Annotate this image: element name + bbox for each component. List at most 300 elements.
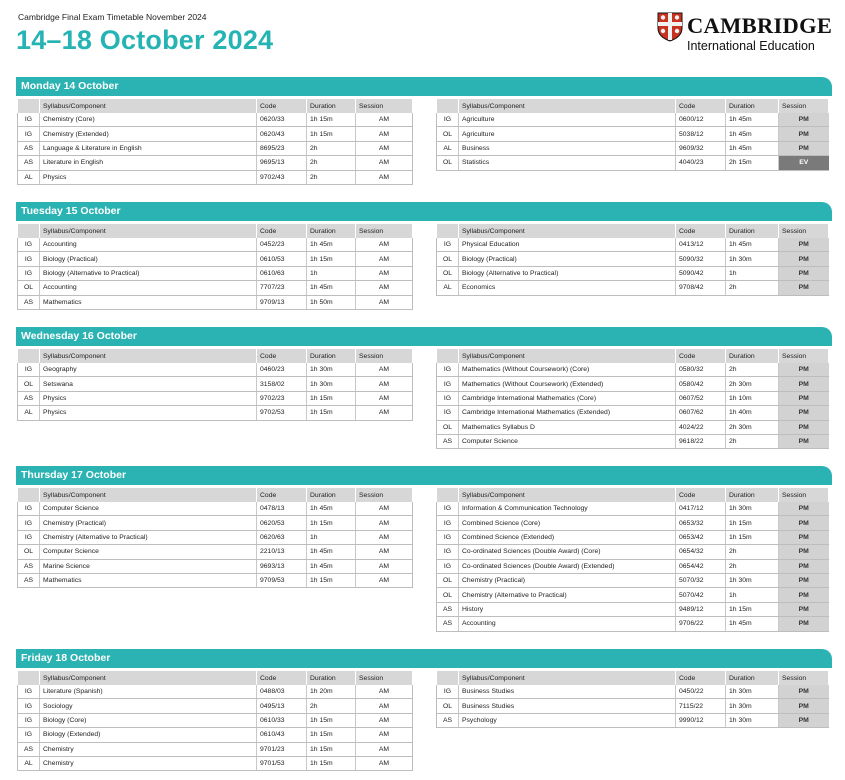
code-cell: 3158/02	[257, 377, 307, 391]
syllabus-cell: Business Studies	[459, 685, 676, 699]
day-section	[16, 649, 832, 768]
table-row	[437, 252, 829, 266]
level-cell: AL	[18, 406, 40, 420]
duration-cell: 1h 15m	[307, 713, 356, 727]
session-cell: PM	[779, 713, 829, 727]
code-cell: 0495/13	[257, 699, 307, 713]
code-cell: 4040/23	[676, 156, 726, 170]
syllabus-cell: Statistics	[459, 156, 676, 170]
level-cell: IG	[437, 363, 459, 377]
session-cell: PM	[779, 252, 829, 266]
table-row	[18, 170, 413, 184]
level-cell: OL	[437, 127, 459, 141]
table-row	[437, 266, 829, 280]
session-header: Session	[356, 99, 413, 113]
session-cell: PM	[779, 573, 829, 587]
code-cell: 0620/33	[257, 113, 307, 127]
syllabus-header: Syllabus/Component	[40, 224, 257, 238]
session-cell: AM	[356, 252, 413, 266]
syllabus-cell: Chemistry (Core)	[40, 113, 257, 127]
table-row	[437, 156, 829, 170]
level-header	[18, 671, 40, 685]
table-row	[437, 699, 829, 713]
syllabus-cell: Business Studies	[459, 699, 676, 713]
syllabus-cell: Physics	[40, 406, 257, 420]
session-cell: AM	[356, 295, 413, 309]
table-row	[437, 127, 829, 141]
level-header	[437, 671, 459, 685]
code-cell: 0580/32	[676, 363, 726, 377]
table-row	[18, 281, 413, 295]
level-header	[18, 99, 40, 113]
duration-cell: 1h 15m	[307, 728, 356, 742]
level-cell: AS	[18, 391, 40, 405]
session-cell: PM	[779, 141, 829, 155]
session-header: Session	[356, 488, 413, 502]
duration-cell: 2h 30m	[726, 420, 779, 434]
duration-cell: 1h 45m	[726, 238, 779, 252]
syllabus-header: Syllabus/Component	[459, 349, 676, 363]
session-cell: AM	[356, 530, 413, 544]
level-cell: IG	[18, 266, 40, 280]
session-cell: AM	[356, 545, 413, 559]
level-cell: AS	[437, 602, 459, 616]
session-cell: PM	[779, 545, 829, 559]
code-cell: 0610/53	[257, 252, 307, 266]
code-cell: 0452/23	[257, 238, 307, 252]
level-cell: AS	[18, 559, 40, 573]
session-cell: AM	[356, 363, 413, 377]
level-cell: IG	[18, 685, 40, 699]
code-cell: 9708/42	[676, 281, 726, 295]
duration-cell: 1h 45m	[726, 127, 779, 141]
code-cell: 0607/62	[676, 406, 726, 420]
session-cell: PM	[779, 406, 829, 420]
level-cell: AL	[437, 141, 459, 155]
level-cell: IG	[18, 530, 40, 544]
syllabus-cell: Setswana	[40, 377, 257, 391]
session-cell: AM	[356, 127, 413, 141]
table-row	[437, 573, 829, 587]
level-cell: AS	[18, 141, 40, 155]
session-cell: PM	[779, 685, 829, 699]
syllabus-cell: Business	[459, 141, 676, 155]
session-cell: AM	[356, 141, 413, 155]
code-cell: 0580/42	[676, 377, 726, 391]
duration-cell: 1h 45m	[307, 281, 356, 295]
syllabus-cell: Sociology	[40, 699, 257, 713]
syllabus-cell: Cambridge International Mathematics (Extended)	[459, 406, 676, 420]
syllabus-header: Syllabus/Component	[459, 224, 676, 238]
table-row	[18, 728, 413, 742]
code-cell: 0450/22	[676, 685, 726, 699]
duration-cell: 1h 30m	[307, 377, 356, 391]
level-cell: AS	[437, 617, 459, 631]
session-cell: PM	[779, 434, 829, 448]
level-cell: OL	[18, 377, 40, 391]
table-row	[437, 113, 829, 127]
code-cell: 9709/13	[257, 295, 307, 309]
duration-cell: 1h 20m	[307, 685, 356, 699]
level-cell: IG	[437, 377, 459, 391]
duration-cell: 1h 15m	[307, 756, 356, 770]
level-cell: OL	[437, 573, 459, 587]
level-header	[18, 224, 40, 238]
code-cell: 4024/22	[676, 420, 726, 434]
day-section	[16, 327, 832, 446]
code-cell: 5070/32	[676, 573, 726, 587]
left-table	[17, 349, 413, 421]
left-table	[17, 224, 413, 310]
left-table	[17, 671, 413, 771]
level-cell: IG	[18, 252, 40, 266]
level-cell: IG	[437, 685, 459, 699]
duration-cell: 1h 15m	[307, 127, 356, 141]
table-row	[18, 530, 413, 544]
session-cell: AM	[356, 156, 413, 170]
duration-cell: 2h	[726, 559, 779, 573]
syllabus-header: Syllabus/Component	[40, 99, 257, 113]
duration-cell: 1h 30m	[307, 363, 356, 377]
duration-cell: 1h 15m	[307, 573, 356, 587]
session-header: Session	[779, 349, 829, 363]
session-cell: AM	[356, 728, 413, 742]
duration-cell: 1h 15m	[307, 113, 356, 127]
table-row	[437, 281, 829, 295]
session-cell: PM	[779, 266, 829, 280]
syllabus-cell: Physical Education	[459, 238, 676, 252]
session-cell: AM	[356, 756, 413, 770]
duration-header: Duration	[307, 488, 356, 502]
session-cell: PM	[779, 281, 829, 295]
level-cell: OL	[437, 252, 459, 266]
level-cell: OL	[437, 266, 459, 280]
table-row	[437, 238, 829, 252]
duration-header: Duration	[726, 671, 779, 685]
level-header	[437, 99, 459, 113]
duration-header: Duration	[726, 224, 779, 238]
table-row	[18, 113, 413, 127]
syllabus-cell: Agriculture	[459, 127, 676, 141]
code-cell: 0654/32	[676, 545, 726, 559]
duration-cell: 1h 45m	[307, 559, 356, 573]
left-table	[17, 99, 413, 185]
table-header	[437, 671, 829, 685]
session-header: Session	[356, 224, 413, 238]
day-heading: Monday 14 October	[16, 77, 832, 96]
syllabus-header: Syllabus/Component	[459, 671, 676, 685]
table-header	[18, 99, 413, 113]
right-table	[436, 99, 829, 171]
duration-cell: 1h 45m	[307, 502, 356, 516]
level-cell: AS	[18, 295, 40, 309]
syllabus-cell: Biology (Alternative to Practical)	[459, 266, 676, 280]
code-cell: 0607/52	[676, 391, 726, 405]
session-cell: AM	[356, 266, 413, 280]
duration-cell: 2h	[307, 141, 356, 155]
session-cell: AM	[356, 170, 413, 184]
table-row	[18, 295, 413, 309]
table-row	[18, 363, 413, 377]
duration-cell: 2h	[726, 363, 779, 377]
code-cell: 0653/32	[676, 516, 726, 530]
code-cell: 9693/13	[257, 559, 307, 573]
duration-cell: 1h 30m	[726, 502, 779, 516]
code-cell: 0620/63	[257, 530, 307, 544]
duration-cell: 1h	[307, 266, 356, 280]
level-cell: IG	[437, 516, 459, 530]
code-cell: 7115/22	[676, 699, 726, 713]
code-cell: 0610/43	[257, 728, 307, 742]
duration-cell: 1h 45m	[307, 238, 356, 252]
syllabus-header: Syllabus/Component	[40, 671, 257, 685]
level-cell: IG	[437, 559, 459, 573]
syllabus-cell: Mathematics	[40, 295, 257, 309]
page-title: 14–18 October 2024	[16, 25, 274, 55]
level-cell: IG	[18, 113, 40, 127]
duration-header: Duration	[307, 99, 356, 113]
code-cell: 5070/42	[676, 588, 726, 602]
syllabus-cell: Literature (Spanish)	[40, 685, 257, 699]
level-cell: IG	[437, 502, 459, 516]
session-cell: AM	[356, 699, 413, 713]
code-cell: 9695/13	[257, 156, 307, 170]
table-header	[437, 488, 829, 502]
table-row	[437, 559, 829, 573]
code-cell: 8695/23	[257, 141, 307, 155]
syllabus-header: Syllabus/Component	[40, 488, 257, 502]
level-cell: IG	[437, 406, 459, 420]
level-cell: IG	[437, 530, 459, 544]
duration-cell: 1h 45m	[726, 113, 779, 127]
code-cell: 9706/22	[676, 617, 726, 631]
syllabus-cell: Mathematics	[40, 573, 257, 587]
syllabus-header: Syllabus/Component	[459, 99, 676, 113]
table-row	[437, 391, 829, 405]
code-header: Code	[257, 99, 307, 113]
syllabus-cell: Computer Science	[40, 502, 257, 516]
table-header	[18, 224, 413, 238]
duration-cell: 1h 30m	[726, 252, 779, 266]
level-cell: OL	[437, 420, 459, 434]
table-row	[437, 406, 829, 420]
syllabus-cell: Mathematics Syllabus D	[459, 420, 676, 434]
duration-cell: 1h 15m	[307, 516, 356, 530]
code-cell: 5090/42	[676, 266, 726, 280]
table-row	[18, 252, 413, 266]
table-row	[437, 516, 829, 530]
session-cell: EV	[779, 156, 829, 170]
duration-cell: 1h 45m	[726, 617, 779, 631]
duration-cell: 1h	[307, 530, 356, 544]
session-cell: PM	[779, 420, 829, 434]
session-cell: PM	[779, 588, 829, 602]
session-header: Session	[779, 488, 829, 502]
day-heading: Tuesday 15 October	[16, 202, 832, 221]
level-cell: AS	[18, 573, 40, 587]
level-cell: IG	[18, 238, 40, 252]
session-header: Session	[779, 224, 829, 238]
syllabus-header: Syllabus/Component	[459, 488, 676, 502]
day-section	[16, 77, 832, 181]
session-cell: PM	[779, 699, 829, 713]
level-cell: OL	[18, 281, 40, 295]
level-cell: AL	[437, 281, 459, 295]
table-row	[437, 502, 829, 516]
day-heading: Friday 18 October	[16, 649, 832, 668]
syllabus-cell: Mathematics (Without Coursework) (Core)	[459, 363, 676, 377]
duration-cell: 1h 10m	[726, 391, 779, 405]
duration-header: Duration	[726, 349, 779, 363]
day-heading: Wednesday 16 October	[16, 327, 832, 346]
duration-cell: 1h 40m	[726, 406, 779, 420]
level-cell: IG	[18, 502, 40, 516]
syllabus-cell: Chemistry (Practical)	[40, 516, 257, 530]
level-cell: OL	[437, 588, 459, 602]
duration-cell: 2h	[307, 170, 356, 184]
level-cell: IG	[437, 545, 459, 559]
syllabus-cell: Physics	[40, 170, 257, 184]
right-table	[436, 488, 829, 632]
session-cell: AM	[356, 391, 413, 405]
session-cell: AM	[356, 742, 413, 756]
code-cell: 5038/12	[676, 127, 726, 141]
code-header: Code	[257, 488, 307, 502]
level-header	[18, 349, 40, 363]
duration-cell: 1h 15m	[307, 406, 356, 420]
left-table	[17, 488, 413, 588]
level-header	[18, 488, 40, 502]
session-cell: PM	[779, 377, 829, 391]
syllabus-cell: Biology (Alternative to Practical)	[40, 266, 257, 280]
table-row	[437, 545, 829, 559]
duration-cell: 1h	[726, 266, 779, 280]
table-row	[18, 699, 413, 713]
syllabus-cell: Mathematics (Without Coursework) (Extended)	[459, 377, 676, 391]
level-cell: IG	[18, 699, 40, 713]
table-row	[18, 559, 413, 573]
syllabus-cell: History	[459, 602, 676, 616]
table-row	[18, 266, 413, 280]
syllabus-cell: Language & Literature in English	[40, 141, 257, 155]
right-table	[436, 349, 829, 449]
syllabus-cell: Marine Science	[40, 559, 257, 573]
code-cell: 0488/03	[257, 685, 307, 699]
level-cell: IG	[18, 713, 40, 727]
syllabus-cell: Psychology	[459, 713, 676, 727]
duration-cell: 1h 30m	[726, 573, 779, 587]
table-row	[18, 573, 413, 587]
level-cell: IG	[437, 238, 459, 252]
code-cell: 0478/13	[257, 502, 307, 516]
level-cell: IG	[18, 363, 40, 377]
syllabus-cell: Chemistry	[40, 756, 257, 770]
level-cell: IG	[18, 127, 40, 141]
logo-subtitle: International Education	[687, 39, 815, 53]
session-cell: AM	[356, 685, 413, 699]
code-header: Code	[676, 349, 726, 363]
level-cell: IG	[437, 113, 459, 127]
duration-header: Duration	[307, 671, 356, 685]
syllabus-cell: Accounting	[40, 238, 257, 252]
syllabus-cell: Cambridge International Mathematics (Core)	[459, 391, 676, 405]
syllabus-cell: Computer Science	[40, 545, 257, 559]
syllabus-cell: Chemistry (Alternative to Practical)	[459, 588, 676, 602]
level-header	[437, 488, 459, 502]
session-header: Session	[356, 349, 413, 363]
table-row	[437, 377, 829, 391]
duration-cell: 1h 15m	[726, 602, 779, 616]
table-header	[437, 99, 829, 113]
level-cell: IG	[437, 391, 459, 405]
duration-cell: 1h 30m	[726, 699, 779, 713]
table-row	[18, 377, 413, 391]
syllabus-cell: Co-ordinated Sciences (Double Award) (Extended)	[459, 559, 676, 573]
duration-cell: 2h	[307, 699, 356, 713]
code-cell: 9702/43	[257, 170, 307, 184]
level-cell: IG	[18, 728, 40, 742]
duration-cell: 2h	[726, 281, 779, 295]
duration-cell: 1h 15m	[726, 516, 779, 530]
syllabus-cell: Accounting	[459, 617, 676, 631]
level-cell: IG	[18, 516, 40, 530]
duration-cell: 2h	[726, 434, 779, 448]
code-cell: 5090/32	[676, 252, 726, 266]
code-header: Code	[257, 349, 307, 363]
duration-cell: 1h 45m	[307, 545, 356, 559]
code-cell: 9701/23	[257, 742, 307, 756]
syllabus-cell: Biology (Extended)	[40, 728, 257, 742]
code-cell: 9990/12	[676, 713, 726, 727]
duration-header: Duration	[307, 224, 356, 238]
code-cell: 0460/23	[257, 363, 307, 377]
duration-cell: 2h	[726, 545, 779, 559]
duration-cell: 1h 15m	[307, 742, 356, 756]
code-cell: 0600/12	[676, 113, 726, 127]
duration-header: Duration	[726, 488, 779, 502]
syllabus-cell: Information & Communication Technology	[459, 502, 676, 516]
table-row	[437, 602, 829, 616]
syllabus-cell: Combined Science (Core)	[459, 516, 676, 530]
session-cell: PM	[779, 516, 829, 530]
syllabus-cell: Biology (Practical)	[40, 252, 257, 266]
session-cell: PM	[779, 391, 829, 405]
table-row	[437, 141, 829, 155]
code-cell: 0610/63	[257, 266, 307, 280]
level-cell: AL	[18, 170, 40, 184]
level-cell: OL	[437, 699, 459, 713]
syllabus-cell: Computer Science	[459, 434, 676, 448]
duration-header: Duration	[726, 99, 779, 113]
table-row	[18, 545, 413, 559]
logo-wordmark: CAMBRIDGE	[687, 13, 833, 38]
table-row	[18, 391, 413, 405]
syllabus-cell: Chemistry (Extended)	[40, 127, 257, 141]
table-row	[437, 434, 829, 448]
syllabus-header: Syllabus/Component	[40, 349, 257, 363]
timetable-subtitle: Cambridge Final Exam Timetable November 2024	[18, 12, 207, 22]
table-row	[18, 713, 413, 727]
session-cell: AM	[356, 406, 413, 420]
session-cell: PM	[779, 113, 829, 127]
table-header	[437, 224, 829, 238]
table-row	[18, 756, 413, 770]
code-cell: 9701/53	[257, 756, 307, 770]
table-row	[18, 502, 413, 516]
duration-cell: 1h 15m	[307, 391, 356, 405]
table-header	[18, 349, 413, 363]
code-header: Code	[257, 224, 307, 238]
